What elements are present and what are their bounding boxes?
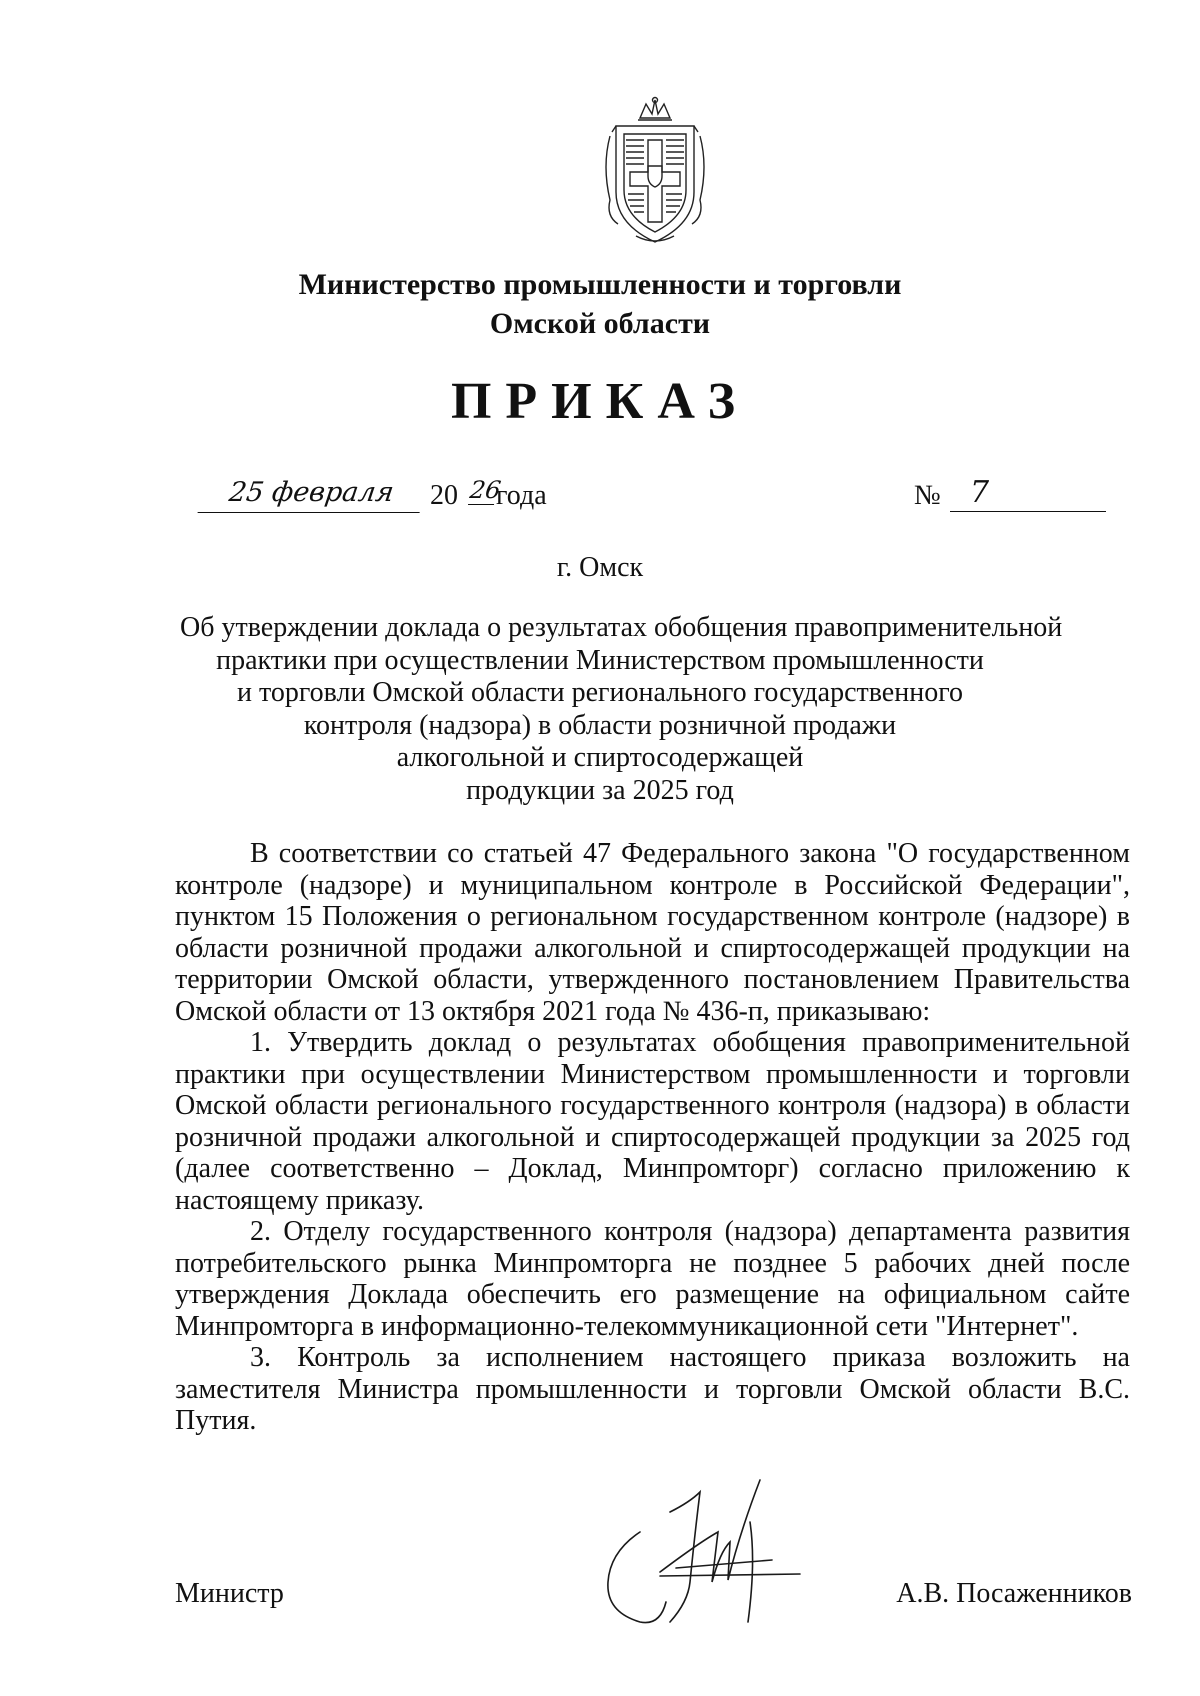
year-word: года <box>496 480 547 511</box>
subject-line: продукции за 2025 год <box>466 774 734 806</box>
order-item-2: 2. Отделу государственного контроля (надзора) департамента развития потребительского рынка Минпромторга не позднее 5 рабочих дней после утверждения Доклада обеспечить его размещение на официальном сайте Минпромторга в информационно-телекоммуникационной сети "Интернет". <box>175 1216 1130 1342</box>
subject-line: и торговли Омской области регионального государственного <box>236 677 963 708</box>
signatory-title: Министр <box>175 1578 284 1609</box>
order-item-1: 1. Утвердить доклад о результатах обобщения правоприменительной практики при осуществлении Министерством промышленности и торговли Омской области регионального государственного контроля (надзора) в области розничной продажи алкогольной и спиртосодержащей продукции за 2025 год (далее соответственно – Доклад, Минпромторг) согласно приложению к настоящему приказу. <box>175 1027 1130 1216</box>
number-label: № <box>914 480 941 511</box>
preamble-paragraph: В соответствии со статьей 47 Федерального закона "О государственном контроле (надзоре) и муниципальном контроле в Российской Федерации", пунктом 15 Положения о региональном государственном контроле (надзоре) в области розничной продажи алкогольной и спиртосодержащей продукции на территории Омской области, утвержденного постановлением Правительства Омской области от 13 октября 2021 года № 436-п, приказываю: <box>175 838 1130 1027</box>
signatory-name: А.В. Посаженников <box>896 1578 1132 1609</box>
subject-line: алкогольной и спиртосодержащей <box>396 742 804 773</box>
order-body <box>175 838 1130 1437</box>
subject-line: Об утверждении доклада о результатах обобщения правоприменительной <box>180 612 1063 643</box>
coat-of-arms-icon <box>596 96 714 246</box>
date-number-row <box>0 475 1200 518</box>
order-item-3: 3. Контроль за исполнением настоящего приказа возложить на заместителя Министра промышленности и торговли Омской области В.С. Путия. <box>175 1342 1130 1436</box>
order-subject <box>180 612 1063 807</box>
handwritten-year-suffix: 26 <box>468 476 503 504</box>
city-line: г. Омск <box>556 552 644 583</box>
handwritten-date: 25 февраля <box>198 478 425 513</box>
handwritten-number: 7 <box>950 478 1106 512</box>
ministry-name-line2: Омской области <box>489 307 711 340</box>
ministry-name-line1: Министерство промышленности и торговли <box>298 268 902 301</box>
signature-block <box>0 1578 1200 1618</box>
year-prefix: 20 <box>430 480 458 511</box>
subject-line: контроля (надзора) в области розничной продажи <box>303 709 897 741</box>
document-type-heading: ПРИКАЗ <box>450 373 750 430</box>
subject-line: практики при осуществлении Министерством промышленности <box>216 644 984 676</box>
